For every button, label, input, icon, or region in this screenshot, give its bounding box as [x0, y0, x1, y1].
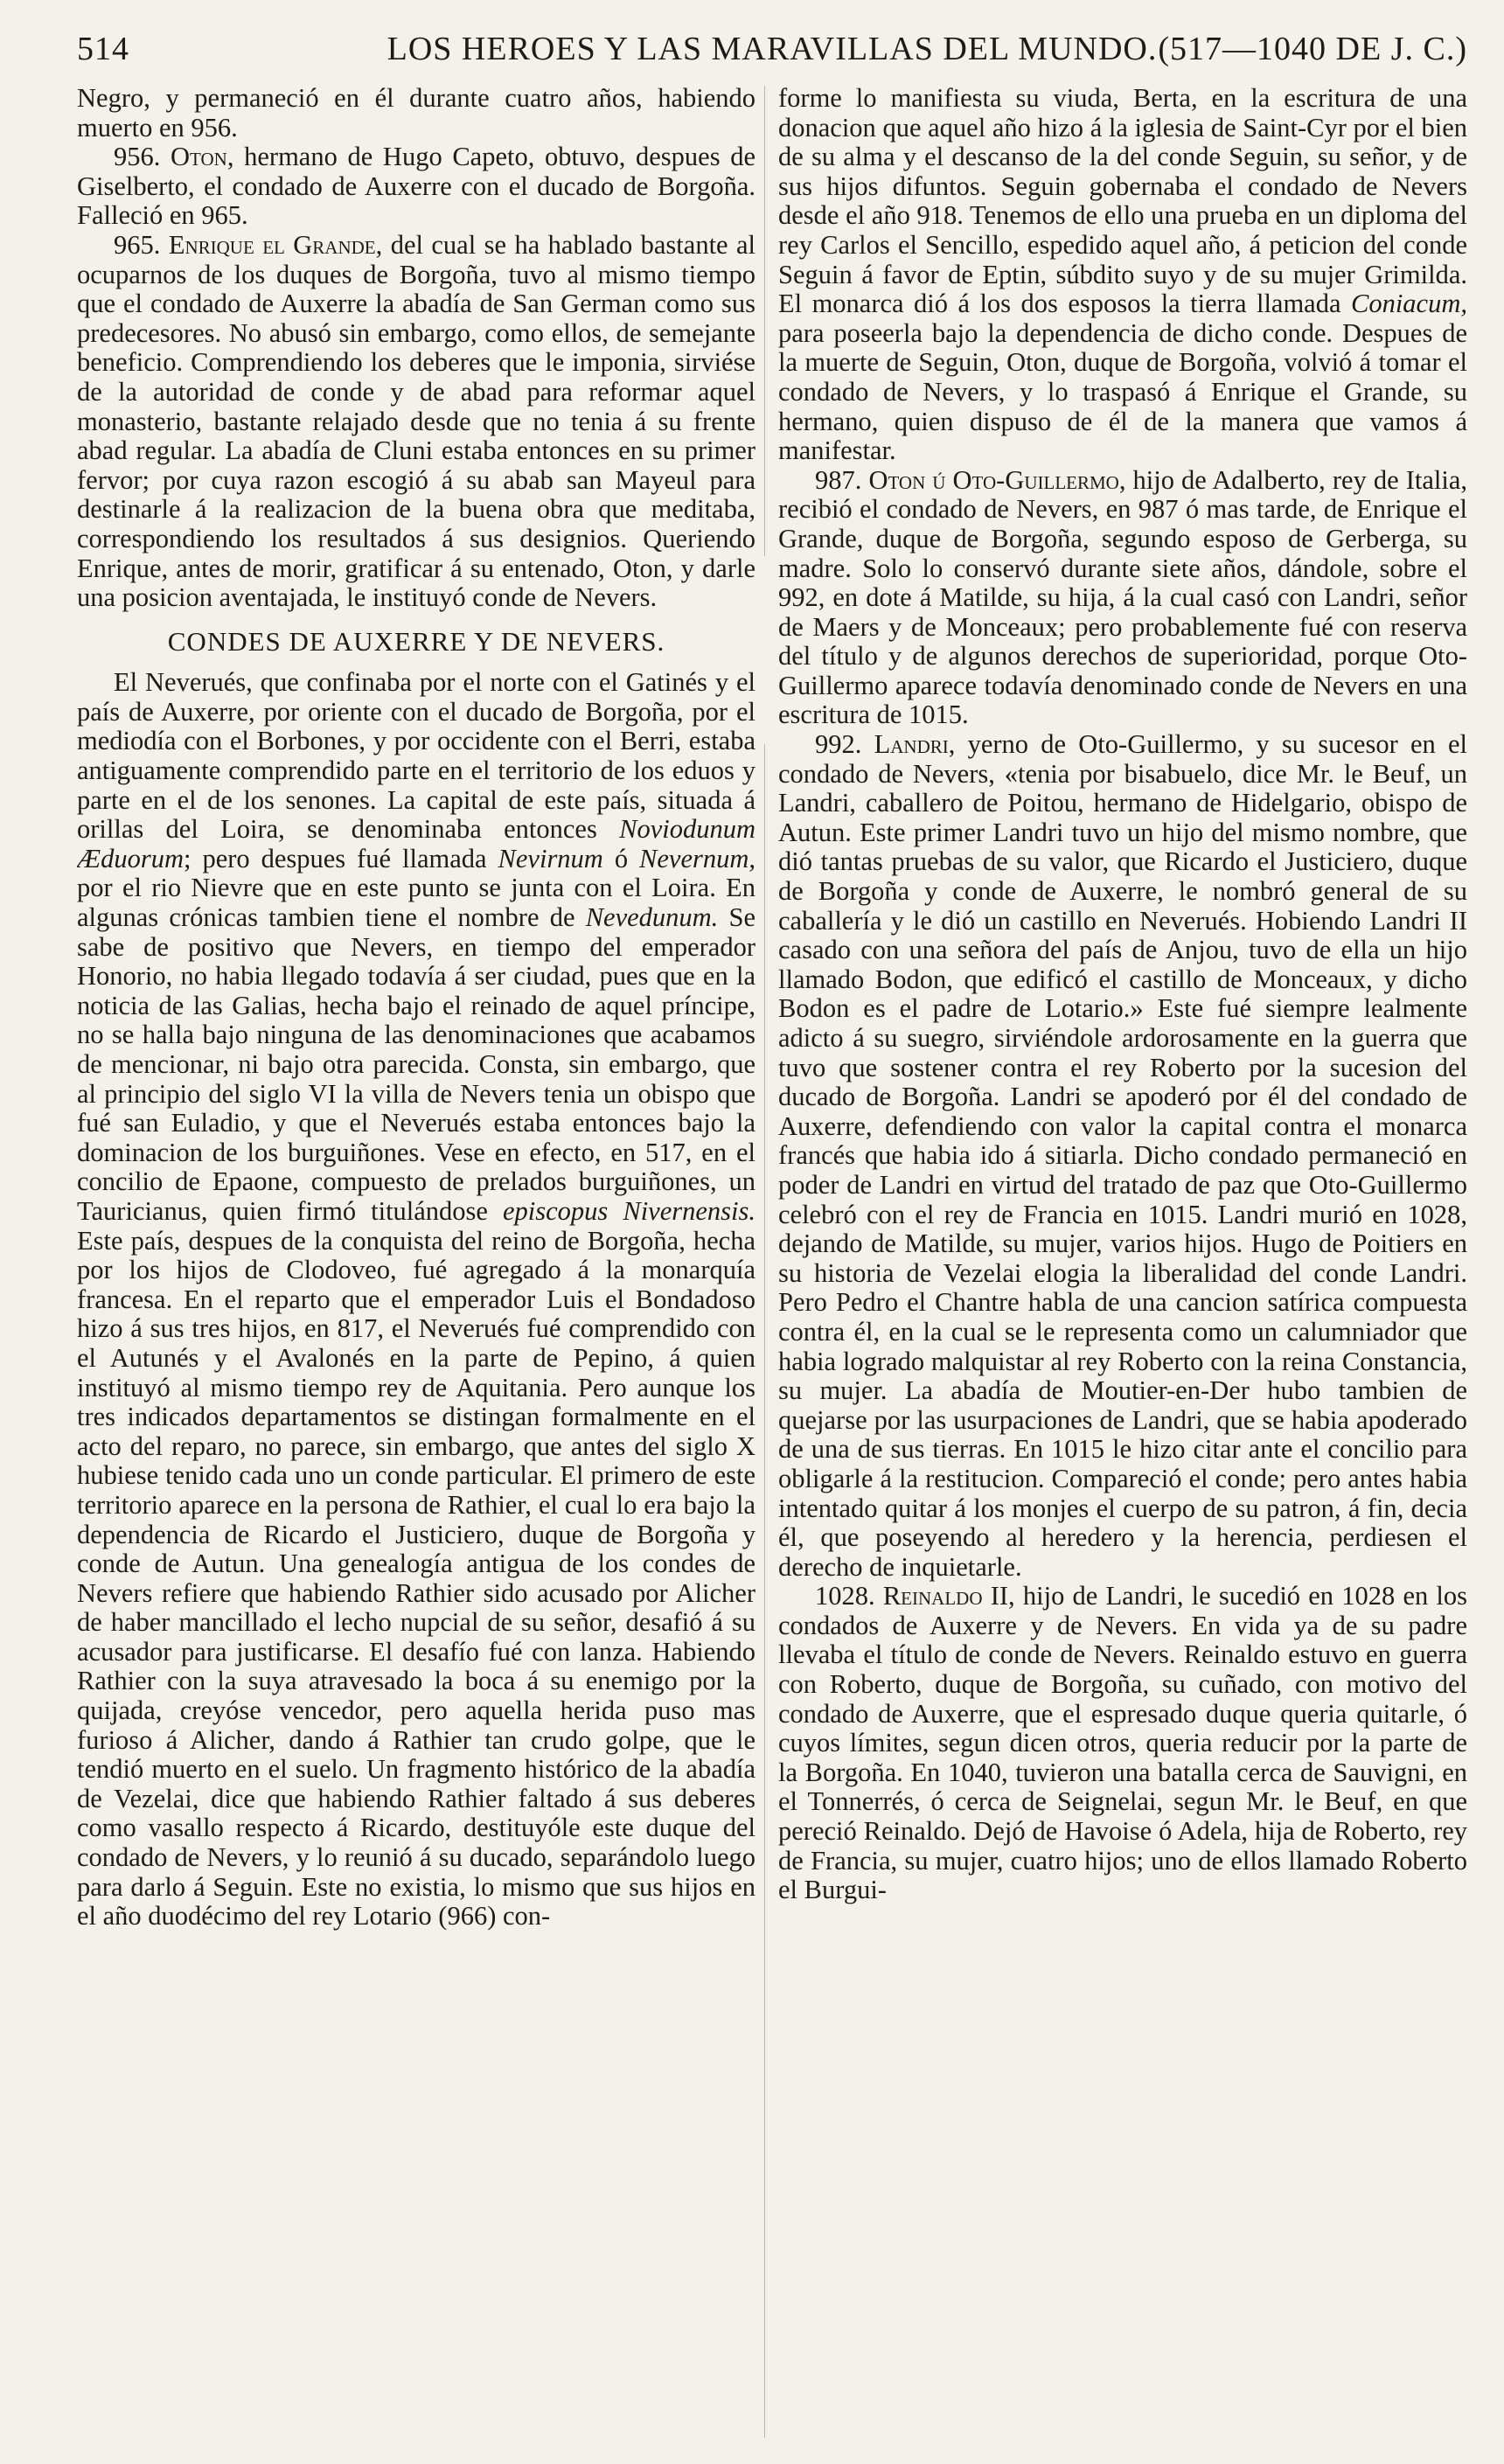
date-range: (517—1040 DE J. C.) [1158, 31, 1467, 67]
paragraph: 956. Oton, hermano de Hugo Capeto, obtuvo, despues de Giselberto, el condado de Auxerre con el ducado de Borgoña. Falleció en 965. [77, 142, 755, 231]
paragraph: Negro, y permaneció en él durante cuatro años, habiendo muerto en 956. [77, 84, 755, 143]
left-column [77, 84, 755, 2447]
paragraph: 1028. Reinaldo II, hijo de Landri, le sucedió en 1028 en los condados de Auxerre y de Nevers. En vida ya de su padre llevaba el título de conde de Nevers. Reinaldo estuvo en guerra con Roberto, duque de Borgoña, su cuñado, con motivo del condado de Auxerre, que el espresado duque queria quitarle, ó cuyos límites, segun dicen otros, queria reducir por la parte de la Borgoña. En 1040, tuvieron una batalla cerca de Sauvigni, en el Tonnerrés, ó cerca de Seignelai, segun Mr. le Beuf, en que pereció Reinaldo. Dejó de Havoise ó Adela, hija de Roberto, rey de Francia, su mujer, cuatro hijos; uno de ellos llamado Roberto el Burgui- [778, 1581, 1467, 1905]
right-column [778, 84, 1467, 2447]
section-heading: CONDES DE AUXERRE Y DE NEVERS. [167, 625, 665, 657]
paragraph: El Neverués, que confinaba por el norte con el Gatinés y el país de Auxerre, por oriente con el ducado de Borgoña, por el mediodía con el Borbones, y por occidente con el Berri, estaba antiguamente comprendido parte en el territorio de los eduos y parte en el de los senones. La capital de este país, situada á orillas del Loira, se denominaba entonces Noviodunum Æduorum; pero despues fué llamada Nevirnum ó Nevernum, por el rio Nievre que en este punto se junta con el Loira. En algunas crónicas tambien tiene el nombre de Nevedunum. Se sabe de positivo que Nevers, en tiempo del emperador Honorio, no habia llegado todavía á ser ciudad, pues que en la noticia de las Galias, hecha bajo el reinado de aquel príncipe, no se halla bajo ninguna de las denominaciones que acabamos de mencionar, ni bajo otra parecida. Consta, sin embargo, que al principio del siglo VI la villa de Nevers tenia un obispo que fué san Euladio, y que el Neverués estaba entonces bajo la dominacion de los burguiñones. Vese en efecto, en 517, en el concilio de Epaone, compuesto de prelados burguiñones, un Tauricianus, quien firmó titulándose episcopus Nivernensis. Este país, despues de la conquista del reino de Borgoña, hecha por los hijos de Clodoveo, fué agregado á la monarquía francesa. En el reparto que el emperador Luis el Bondadoso hizo á sus tres hijos, en 817, el Neverués fué comprendido con el Autunés y el Avalonés en la parte de Pepino, á quien instituyó al mismo tiempo rey de Aquitania. Pero aunque los tres indicados departamentos se distingan formalmente en el acto del reparo, no parece, sin embargo, que antes del siglo X hubiese tenido cada uno un conde particular. El primero de este territorio aparece en la persona de Rathier, el cual lo era bajo la dependencia de Ricardo el Justiciero, duque de Borgoña y conde de Autun. Una genealogía antigua de los condes de Nevers refiere que habiendo Rathier sido acusado por Alicher de haber mancillado el lecho nupcial de su señor, desafió á su acusador para justificarse. El desafío fué con lanza. Habiendo Rathier con la suya atravesado la boca á su enemigo por la quijada, creyóse vencedor, pero aquella herida puso mas furioso á Alicher, dando á Rathier tan crudo golpe, que le tendió muerto en el suelo. Un fragmento histórico de la abadía de Vezelai, dice que habiendo Rathier faltado á sus deberes como vasallo respecto á Ricardo, destituyóle este duque del condado de Nevers, y lo reunió á su ducado, separándolo luego para darlo á Seguin. Este no existia, lo mismo que sus hijos en el año duodécimo del rey Lotario (966) con- [77, 667, 755, 1932]
paragraph: 992. Landri, yerno de Oto-Guillermo, y su sucesor en el condado de Nevers, «tenia por bisabuelo, dice Mr. le Beuf, un Landri, caballero de Poitou, hermano de Hidelgario, obispo de Autun. Este primer Landri tuvo un hijo del mismo nombre, que dió tantas pruebas de su valor, que Ricardo el Justiciero, duque de Borgoña y conde de Auxerre, le nombró general de su caballería y le dió un castillo en Neverués. Hobiendo Landri II casado con una señora del país de Anjou, tuvo de ella un hijo llamado Bodon, que edificó el castillo de Monceaux, y dicho Bodon es el padre de Lotario.» Este fué siempre lealmente adicto á su suegro, sirviéndole ardorosamente en la guerra que tuvo que sostener contra el rey Roberto por la sucesion del ducado de Borgoña. Landri se apoderó por él del condado de Auxerre, defendiendo con valor la capital contra el monarca francés que habia ido á sitiarla. Dicho condado permaneció en poder de Landri en virtud del tratado de paz que Oto-Guillermo celebró con el rey de Francia en 1015. Landri murió en 1028, dejando de Matilde, su mujer, varios hijos. Hugo de Poitiers en su historia de Vezelai elogia la liberalidad del conde Landri. Pero Pedro el Chantre habla de una cancion satírica compuesta contra él, en la cual se le representa como un calumniador que habia logrado malquistar al rey Roberto con la reina Constancia, su mujer. La abadía de Moutier-en-Der hubo tambien de quejarse por las usurpaciones de Landri, que se habia apoderado de una de sus tierras. En 1015 le hizo citar ante el concilio para obligarle á la restitucion. Compareció el conde; pero antes habia intentado quitar á los monjes el cuerpo de su patron, á fin, decia él, que poseyendo al heredero y la herencia, perdiesen el derecho de inquietarle. [778, 729, 1467, 1582]
paragraph: 987. Oton ú Oto-Guillermo, hijo de Adalberto, rey de Italia, recibió el condado de Nevers, en 987 ó mas tarde, de Enrique el Grande, duque de Borgoña, segundo esposo de Gerberga, su madre. Solo lo conservó durante siete años, dándole, sobre el 992, en dote á Matilde, su hija, á la cual casó con Landri, señor de Maers y de Monceaux; pero probablemente fué con reserva del título y de algunos derechos de superioridad, porque Oto-Guillermo aparece todavía denominado conde de Nevers en una escritura de 1015. [778, 464, 1467, 730]
column-divider [764, 86, 765, 2438]
running-title: LOS HEROES Y LAS MARAVILLAS DEL MUNDO. [386, 31, 1158, 67]
paragraph: forme lo manifiesta su viuda, Berta, en la escritura de una donacion que aquel año hizo á la iglesia de Saint-Cyr por el bien de su alma y el descanso de la del conde Seguin, su señor, y de sus hijos difuntos. Seguin gobernaba el condado de Nevers desde el año 918. Tenemos de ello una prueba en un diploma del rey Carlos el Sencillo, espedido aquel año, á peticion del conde Seguin á favor de Eptin, súbdito suyo y de su mujer Grimilda. El monarca dió á los dos esposos la tierra llamada Coniacum, para poseerla bajo la dependencia de dicho conde. Despues de la muerte de Seguin, Oton, duque de Borgoña, volvió á tomar el condado de Nevers, y lo traspasó á Enrique el Grande, su hermano, quien dispuso de él de la manera que vamos á manifestar. [778, 84, 1467, 466]
paragraph: 965. Enrique el Grande, del cual se ha hablado bastante al ocuparnos de los duques de Borgoña, tuvo al mismo tiempo que el condado de Auxerre la abadía de San German como sus predecesores. No abusó sin embargo, como ellos, de semejante beneficio. Comprendiendo los deberes que le imponia, sirviése de la autoridad de conde y de abad para reformar aquel monasterio, bastante relajado desde que no tenia á su frente abad regular. La abadía de Cluni estaba entonces en su primer fervor; por cuya razon escogió á su abab san Mayeul para destinarle á la realizacion de la buena obra que meditaba, correspondiendo los resultados á sus designios. Queriendo Enrique, antes de morir, gratificar á su entenado, Oton, y darle una posicion aventajada, le instituyó conde de Nevers. [77, 229, 755, 613]
running-header [77, 30, 1467, 75]
page-number: 514 [77, 31, 129, 67]
